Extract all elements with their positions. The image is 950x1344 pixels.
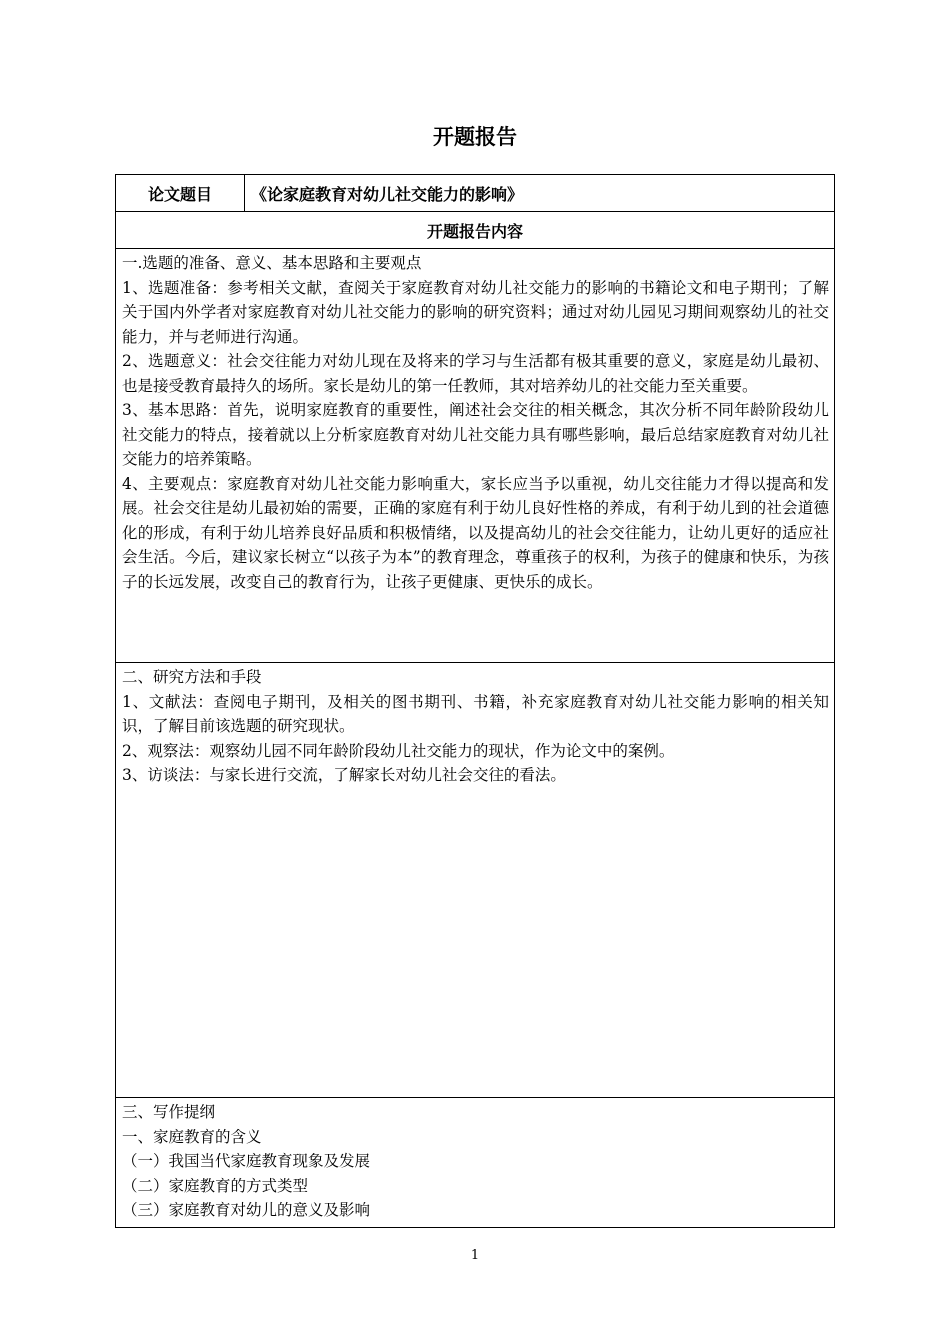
content-header-row: [116, 212, 835, 249]
section2-paragraph: 3、访谈法：与家长进行交流，了解家长对幼儿社会交往的看法。: [122, 766, 566, 784]
section1-paragraph: 3、基本思路：首先，说明家庭教育的重要性，阐述社会交往的相关概念，其次分析不同年龄阶段幼儿社交能力的特点，接着就以上分析家庭教育对幼儿社交能力具有哪些影响，最后总结家庭教育对幼儿社交能力的培养策略。: [122, 401, 829, 468]
section1-paragraph: 2、选题意义：社会交往能力对幼儿现在及将来的学习与生活都有极其重要的意义，家庭是幼儿最初、也是接受教育最持久的场所。家长是幼儿的第一任教师，其对培养幼儿的社交能力至关重要。: [122, 352, 829, 395]
section2-cell: [116, 663, 835, 1098]
outline-line: （三）家庭教育对幼儿的意义及影响: [122, 1201, 371, 1219]
section2-paragraph: 1、文献法：查阅电子期刊，及相关的图书期刊、书籍，补充家庭教育对幼儿社交能力影响的相关知识，了解目前该选题的研究现状。: [122, 692, 829, 735]
topic-label: 论文题目: [116, 175, 245, 212]
section1-heading: 一.选题的准备、意义、基本思路和主要观点: [122, 254, 422, 272]
section1-paragraph: 1、选题准备：参考相关文献，查阅关于家庭教育对幼儿社交能力的影响的书籍论文和电子期刊；了解关于国内外学者对家庭教育对幼儿社交能力的影响的研究资料；通过对幼儿园见习期间观察幼儿的社交能力，并与老师进行沟通。: [122, 278, 829, 346]
page-number: 1: [470, 1248, 480, 1263]
outline-line: 一、家庭教育的含义: [122, 1127, 262, 1146]
section2-paragraph: 2、观察法：观察幼儿园不同年龄阶段幼儿社交能力的现状，作为论文中的案例。: [122, 741, 675, 760]
content-header: 开题报告内容: [116, 212, 835, 249]
outline-line: （一）我国当代家庭教育现象及发展: [122, 1152, 371, 1170]
section1-cell: [116, 249, 835, 663]
report-table: [115, 174, 835, 1228]
page-title: 开题报告: [433, 125, 517, 149]
section2-row: [116, 663, 835, 1098]
outline-line: （二）家庭教育的方式类型: [122, 1176, 309, 1195]
section1-row: [116, 249, 835, 663]
topic-value: 《论家庭教育对幼儿社交能力的影响》: [245, 175, 835, 212]
section3-cell: [116, 1098, 835, 1228]
section3-heading: 三、写作提纲: [122, 1103, 216, 1121]
section2-heading: 二、研究方法和手段: [122, 668, 262, 686]
section3-row: [116, 1098, 835, 1228]
topic-row: [116, 175, 835, 212]
section1-paragraph: 4、主要观点：家庭教育对幼儿社交能力影响重大，家长应当予以重视，幼儿交往能力才得以提高和发展。社会交往是幼儿最初始的需要，正确的家庭有利于幼儿良好性格的养成，有利于幼儿到的社会道德化的形成，有利于幼儿培养良好品质和积极情绪，以及提高幼儿的社会交往能力，让幼儿更好的适应社会生活。今后，建议家长树立“以孩子为本”的教育理念，尊重孩子的权利，为孩子的健康和快乐，为孩子的长远发展，改变自己的教育行为，让孩子更健康、更快乐的成长。: [122, 474, 829, 591]
